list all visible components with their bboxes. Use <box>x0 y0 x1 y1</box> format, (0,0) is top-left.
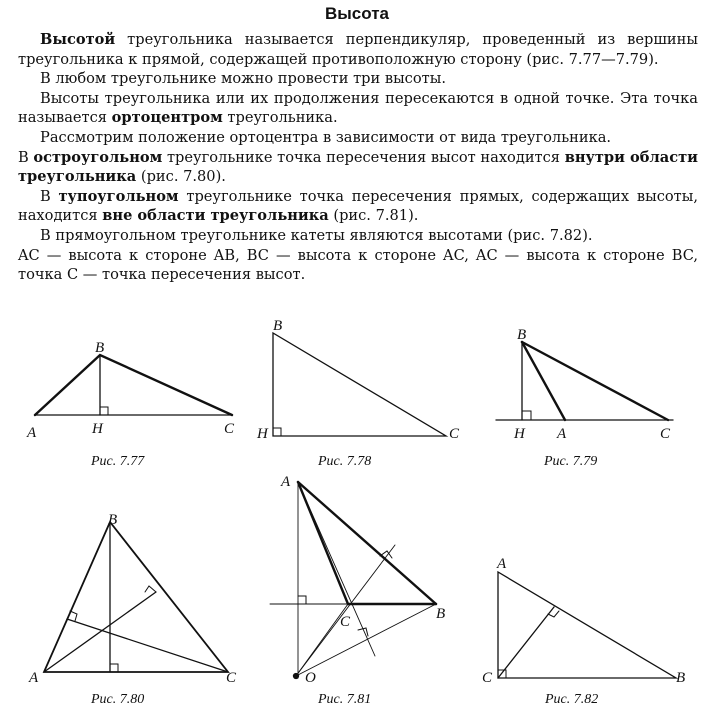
figure-7-78 <box>273 333 446 436</box>
fig778-label-b: B <box>273 318 283 334</box>
fig782-label-c: C <box>482 670 493 686</box>
fig781-right-angle-a <box>298 596 306 604</box>
paragraph-orthocenter: Высоты треугольника или их продолжения пересекаются в одной точке. Эта точка называется ортоцентром треугольника. <box>18 89 698 127</box>
fig780-triangle <box>44 522 228 672</box>
fig781-label-o: O <box>305 670 316 686</box>
fig781-right-angle-c <box>358 628 368 636</box>
figure-7-82 <box>498 572 676 678</box>
fig782-label-a: A <box>497 556 507 572</box>
term-outside: вне области треугольника <box>102 207 329 225</box>
fig780-label-a: A <box>29 670 39 686</box>
fig778-right-angle <box>273 428 281 436</box>
paragraph-right: В прямоугольном треугольнике катеты являются высотами (рис. 7.82). <box>40 226 593 244</box>
fig781-label-a: A <box>281 474 291 490</box>
definition-text: треугольника называется перпендикуляр, проведенный из вершины треугольника к прямой, содержащей противоположную сторону (рис. 7.77—7.79). <box>18 31 698 68</box>
term-acute: остроугольном <box>33 148 163 166</box>
fig781-label-c: C <box>340 614 351 630</box>
paragraph-right-detail: AC — высота к стороне AB, BC — высота к стороне AC, AC — высота к стороне BC, точка C — точка пересечения высот. <box>18 246 698 284</box>
term-inside: внутри области треугольника <box>18 148 698 186</box>
fig780-right-angle-b <box>110 664 118 672</box>
fig779-label-h: H <box>514 426 525 442</box>
fig779-label-a: A <box>557 426 567 442</box>
fig781-line-ob <box>296 604 436 676</box>
fig778-label-c: C <box>449 426 460 442</box>
fig778-label-h: H <box>257 426 268 442</box>
figure-7-79 <box>496 342 673 420</box>
paragraph-obtuse: В тупоугольном треугольнике точка пересечения прямых, содержащих высоты, находится вне области треугольника (рис. 7.81). <box>18 187 698 225</box>
fig781-side-ab <box>298 482 436 604</box>
fig780-right-angle-a <box>145 586 156 592</box>
fig781-side-ac <box>298 482 348 604</box>
fig779-label-c: C <box>660 426 671 442</box>
fig781-point-o <box>294 674 299 679</box>
fig777-label-c: C <box>224 421 235 437</box>
term-obtuse: тупоугольном <box>58 187 179 205</box>
fig779-label-b: B <box>517 327 527 343</box>
fig777-caption: Рис. 7.77 <box>91 454 145 469</box>
figure-7-80 <box>44 522 228 672</box>
fig782-caption: Рис. 7.82 <box>545 692 599 707</box>
fig779-caption: Рис. 7.79 <box>544 454 598 469</box>
fig782-label-b: B <box>676 670 686 686</box>
fig781-label-b: B <box>436 606 446 622</box>
fig777-label-b: B <box>95 340 105 356</box>
paragraph-consider: Рассмотрим положение ортоцентра в зависимости от вида треугольника. <box>40 128 612 146</box>
figure-7-81 <box>270 482 436 679</box>
figure-7-77 <box>35 355 232 415</box>
fig778-triangle <box>273 333 446 436</box>
fig780-label-c: C <box>226 670 237 686</box>
term-orthocenter: ортоцентром <box>111 109 223 127</box>
term-height: Высотой <box>40 31 116 48</box>
fig777-label-h: H <box>92 421 103 437</box>
fig778-caption: Рис. 7.78 <box>318 454 372 469</box>
paragraph-acute: В остроугольном треугольнике точка пересечения высот находится внутри области треугольника (рис. 7.80). <box>18 148 698 186</box>
fig777-label-a: A <box>27 425 37 441</box>
fig777-right-angle <box>100 407 108 415</box>
fig782-height-c <box>498 607 554 678</box>
page-title: Высота <box>325 4 389 23</box>
fig779-right-angle <box>522 411 531 420</box>
fig780-label-b: B <box>108 512 118 528</box>
fig777-triangle-sides <box>35 355 232 415</box>
fig781-altitude-line-b <box>296 545 395 676</box>
paragraph-three-heights: В любом треугольнике можно провести три высоты. <box>40 70 446 88</box>
fig782-triangle <box>498 572 676 678</box>
fig781-caption: Рис. 7.81 <box>318 692 372 707</box>
fig780-caption: Рис. 7.80 <box>91 692 145 707</box>
fig780-height-c <box>67 619 228 672</box>
